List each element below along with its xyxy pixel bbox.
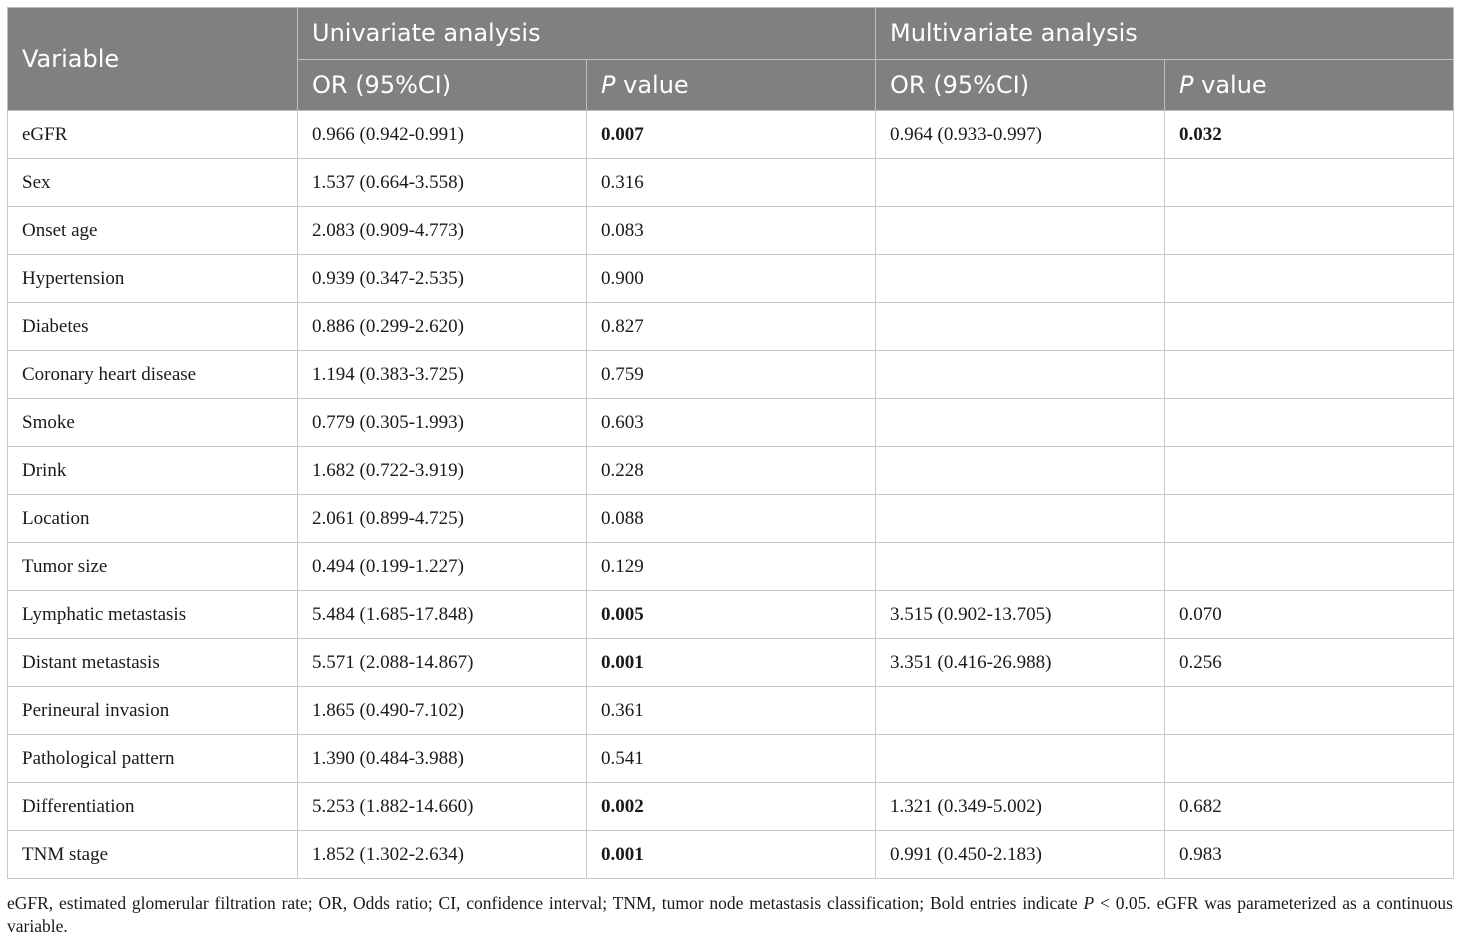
multivariate-or-cell — [876, 495, 1165, 543]
footnote-text-2: < 0.05. eGFR was parameterized as a continuous variable. — [7, 893, 1453, 936]
variable-cell: Distant metastasis — [8, 639, 298, 687]
univariate-p-cell: 0.129 — [587, 543, 876, 591]
univariate-p-cell: 0.759 — [587, 351, 876, 399]
univariate-p-cell: 0.228 — [587, 447, 876, 495]
table-row — [8, 111, 1454, 159]
multivariate-p-cell — [1165, 495, 1454, 543]
multivariate-p-cell — [1165, 399, 1454, 447]
header-row-groups — [8, 8, 1454, 60]
variable-cell: Smoke — [8, 399, 298, 447]
multivariate-or-cell — [876, 207, 1165, 255]
multivariate-or-cell — [876, 399, 1165, 447]
univariate-or-cell: 0.779 (0.305-1.993) — [298, 399, 587, 447]
multivariate-or-cell: 1.321 (0.349-5.002) — [876, 783, 1165, 831]
univariate-or-cell: 0.886 (0.299-2.620) — [298, 303, 587, 351]
table-row — [8, 159, 1454, 207]
univariate-or-cell: 5.253 (1.882-14.660) — [298, 783, 587, 831]
multivariate-or-cell: 0.964 (0.933-0.997) — [876, 111, 1165, 159]
p-symbol: P — [601, 70, 616, 99]
univariate-or-cell: 1.682 (0.722-3.919) — [298, 447, 587, 495]
multivariate-p-cell: 0.983 — [1165, 831, 1454, 879]
univariate-or-cell: 5.484 (1.685-17.848) — [298, 591, 587, 639]
multivariate-or-cell — [876, 687, 1165, 735]
variable-cell: Diabetes — [8, 303, 298, 351]
univariate-p-cell: 0.001 — [587, 639, 876, 687]
table-row — [8, 783, 1454, 831]
univariate-or-cell: 1.194 (0.383-3.725) — [298, 351, 587, 399]
variable-cell: Onset age — [8, 207, 298, 255]
univariate-or-cell: 1.865 (0.490-7.102) — [298, 687, 587, 735]
univariate-p-cell: 0.001 — [587, 831, 876, 879]
multivariate-p-cell — [1165, 303, 1454, 351]
variable-column-header: Variable — [8, 8, 298, 111]
multivariate-p-cell — [1165, 351, 1454, 399]
table-row — [8, 831, 1454, 879]
univariate-or-cell: 1.390 (0.484-3.988) — [298, 735, 587, 783]
univariate-p-cell: 0.827 — [587, 303, 876, 351]
univariate-p-cell: 0.088 — [587, 495, 876, 543]
footnote-text-1: eGFR, estimated glomerular filtration rate; OR, Odds ratio; CI, confidence interval; TNM, tumor node metastasis classification; Bold entries indicate — [7, 893, 1084, 913]
univariate-p-cell: 0.900 — [587, 255, 876, 303]
multivariate-p-cell: 0.256 — [1165, 639, 1454, 687]
multivariate-p-cell — [1165, 543, 1454, 591]
multivariate-or-cell: 3.515 (0.902-13.705) — [876, 591, 1165, 639]
p-symbol: P — [1179, 70, 1194, 99]
table-row — [8, 351, 1454, 399]
univariate-or-cell: 1.852 (1.302-2.634) — [298, 831, 587, 879]
univariate-or-cell: 5.571 (2.088-14.867) — [298, 639, 587, 687]
multivariate-p-cell — [1165, 207, 1454, 255]
variable-cell: Coronary heart disease — [8, 351, 298, 399]
p-value-label: value — [1193, 70, 1267, 99]
multivariate-or-cell — [876, 447, 1165, 495]
variable-cell: Drink — [8, 447, 298, 495]
variable-cell: Sex — [8, 159, 298, 207]
multivariate-or-header: OR (95%CI) — [876, 59, 1165, 111]
multivariate-p-cell: 0.070 — [1165, 591, 1454, 639]
variable-cell: Location — [8, 495, 298, 543]
multivariate-or-cell — [876, 159, 1165, 207]
variable-cell: eGFR — [8, 111, 298, 159]
regression-table — [7, 7, 1454, 879]
multivariate-p-cell: 0.032 — [1165, 111, 1454, 159]
table-row — [8, 447, 1454, 495]
univariate-or-cell: 0.494 (0.199-1.227) — [298, 543, 587, 591]
univariate-p-cell: 0.603 — [587, 399, 876, 447]
multivariate-or-cell — [876, 543, 1165, 591]
multivariate-p-cell — [1165, 255, 1454, 303]
multivariate-group-header: Multivariate analysis — [876, 8, 1454, 60]
table-row — [8, 591, 1454, 639]
univariate-p-cell: 0.005 — [587, 591, 876, 639]
table-row — [8, 207, 1454, 255]
table-footnote — [7, 892, 1453, 938]
table-row — [8, 543, 1454, 591]
univariate-or-cell: 0.966 (0.942-0.991) — [298, 111, 587, 159]
univariate-or-cell: 0.939 (0.347-2.535) — [298, 255, 587, 303]
multivariate-p-cell — [1165, 447, 1454, 495]
univariate-p-cell: 0.083 — [587, 207, 876, 255]
multivariate-p-cell — [1165, 735, 1454, 783]
footnote-p-symbol: P — [1083, 893, 1095, 913]
univariate-p-cell: 0.316 — [587, 159, 876, 207]
variable-cell: Lymphatic metastasis — [8, 591, 298, 639]
univariate-p-header — [587, 59, 876, 111]
table-row — [8, 639, 1454, 687]
multivariate-p-cell — [1165, 687, 1454, 735]
univariate-group-header: Univariate analysis — [298, 8, 876, 60]
univariate-or-header: OR (95%CI) — [298, 59, 587, 111]
variable-cell: TNM stage — [8, 831, 298, 879]
univariate-or-cell: 1.537 (0.664-3.558) — [298, 159, 587, 207]
multivariate-or-cell — [876, 351, 1165, 399]
table-row — [8, 255, 1454, 303]
multivariate-or-cell: 0.991 (0.450-2.183) — [876, 831, 1165, 879]
multivariate-or-cell — [876, 255, 1165, 303]
variable-cell: Differentiation — [8, 783, 298, 831]
univariate-p-cell: 0.002 — [587, 783, 876, 831]
p-value-label: value — [615, 70, 689, 99]
table-header — [8, 8, 1454, 111]
table-row — [8, 399, 1454, 447]
variable-cell: Hypertension — [8, 255, 298, 303]
multivariate-p-header — [1165, 59, 1454, 111]
table-row — [8, 735, 1454, 783]
table-row — [8, 687, 1454, 735]
table-row — [8, 495, 1454, 543]
table-row — [8, 303, 1454, 351]
univariate-or-cell: 2.061 (0.899-4.725) — [298, 495, 587, 543]
multivariate-or-cell: 3.351 (0.416-26.988) — [876, 639, 1165, 687]
variable-cell: Perineural invasion — [8, 687, 298, 735]
multivariate-p-cell: 0.682 — [1165, 783, 1454, 831]
univariate-p-cell: 0.007 — [587, 111, 876, 159]
multivariate-p-cell — [1165, 159, 1454, 207]
univariate-p-cell: 0.361 — [587, 687, 876, 735]
univariate-p-cell: 0.541 — [587, 735, 876, 783]
variable-cell: Pathological pattern — [8, 735, 298, 783]
univariate-or-cell: 2.083 (0.909-4.773) — [298, 207, 587, 255]
multivariate-or-cell — [876, 303, 1165, 351]
variable-cell: Tumor size — [8, 543, 298, 591]
table-body — [8, 111, 1454, 879]
multivariate-or-cell — [876, 735, 1165, 783]
